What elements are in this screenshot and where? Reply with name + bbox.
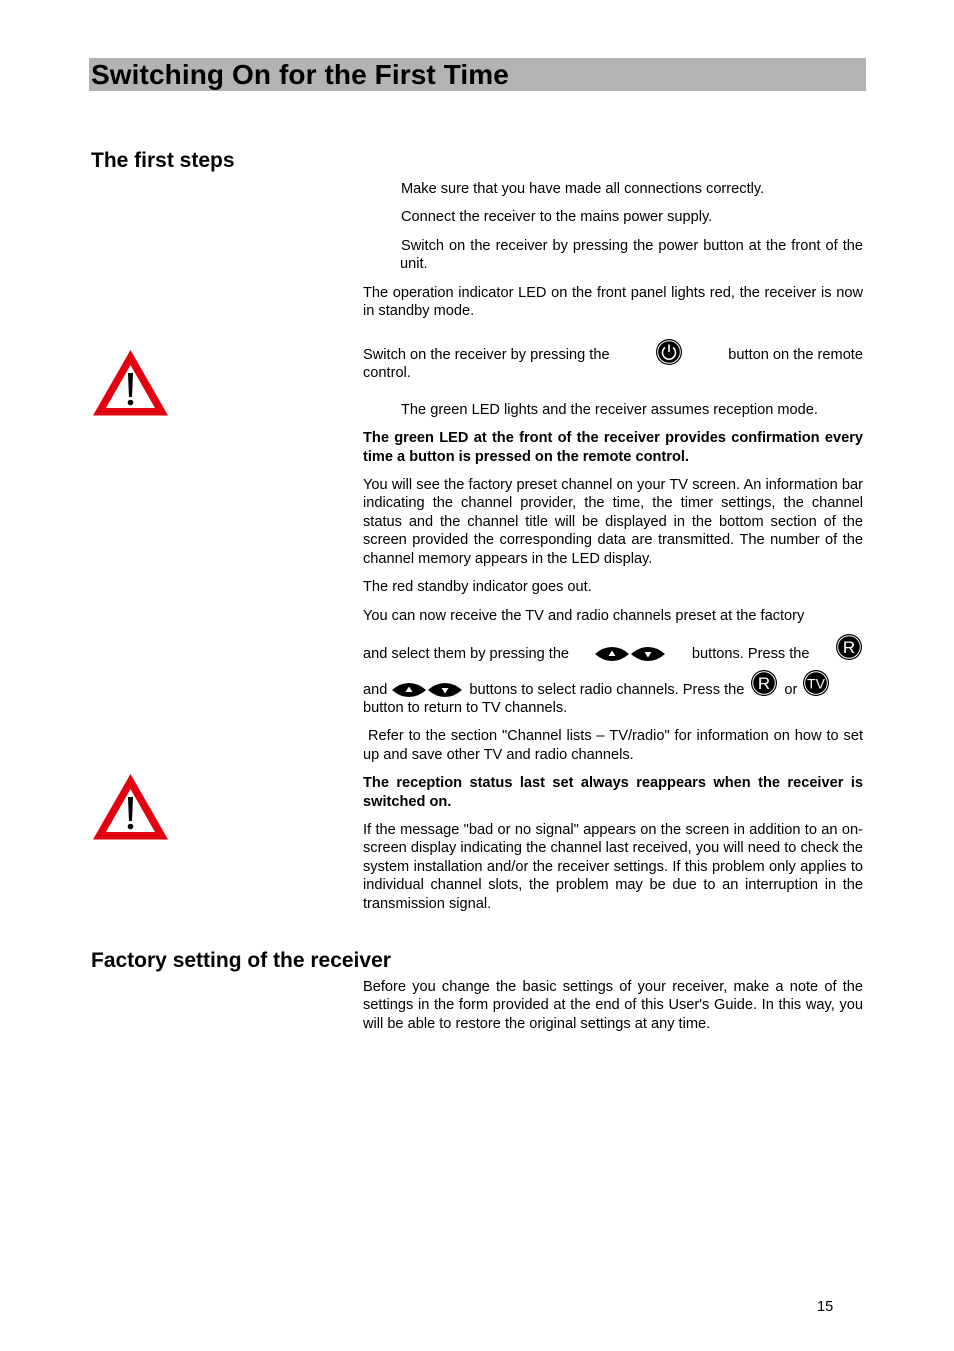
step-2: Connect the receiver to the mains power supply.	[401, 209, 713, 226]
page-title: Switching On for the First Time	[91, 59, 509, 90]
receive-text-3b: buttons to select radio channels. Press the	[469, 681, 745, 698]
remote-text-c: control.	[363, 365, 411, 382]
section-body-factory-setting	[363, 978, 863, 1033]
receive-text-2b: buttons. Press the	[691, 645, 810, 662]
refer-text: Refer to the section "Channel lists – TV/radio" for information on how to set up and save other TV and radio channels.	[363, 728, 863, 763]
receive-line-4: button to return to TV channels.	[363, 699, 568, 716]
paragraph-red-standby: The red standby indicator goes out.	[363, 579, 592, 596]
paragraph-receive	[363, 607, 863, 718]
note-green-led: The green LED at the front of the receiver provides confirmation every time a button is pressed on the remote control.	[363, 430, 863, 465]
paragraph-green-led: The green LED lights and the receiver assumes reception mode.	[401, 401, 818, 418]
receive-line-3	[363, 669, 863, 699]
tv-button-label: TV	[807, 675, 826, 692]
paragraph-factory-preset: You will see the factory preset channel on your TV screen. An information bar indicating the channel provider, the time, the timer settings, the channel status and the channel title will be displayed in the bottom section of the screen provided the corresponding data are transmitted. The number of the channel memory appears in the LED display.	[363, 477, 863, 567]
section-body-first-steps	[363, 180, 863, 913]
step-3-text: Switch on the receiver by pressing the power button at the front of the unit.	[400, 237, 863, 273]
paragraph-factory-setting: Before you change the basic settings of your receiver, make a note of the settings in the form provided at the end of this User's Guide. In this way, you will be able to restore the original settings at any time.	[363, 979, 863, 1032]
step-3	[363, 237, 863, 274]
warning-icon	[91, 348, 170, 418]
radio-button-label: R	[758, 673, 771, 693]
section-heading-factory-setting: Factory setting of the receiver	[91, 949, 391, 972]
receive-text-2a: and select them by pressing the	[363, 645, 570, 662]
remote-text-b: button on the remote	[728, 347, 863, 364]
page-number: 15	[817, 1299, 834, 1315]
channel-up-down-buttons-icon	[594, 646, 666, 662]
tv-button-icon	[802, 669, 830, 697]
note-reception-status: The reception status last set always reappears when the receiver is switched on.	[363, 775, 863, 810]
remote-text-a: Switch on the receiver by pressing the	[363, 347, 610, 364]
section-heading-first-steps: The first steps	[91, 149, 235, 172]
receive-text-3a: and	[363, 681, 388, 698]
warning-icon	[91, 772, 170, 842]
radio-button-icon	[835, 633, 863, 661]
receive-line-1: You can now receive the TV and radio channels preset at the factory	[363, 607, 805, 624]
paragraph-bad-signal: If the message "bad or no signal" appears on the screen in addition to an on-screen display indicating the channel last received, you will need to check the system installation and/or the receiver settings. If this problem only applies to individual channel slots, the problem may be due to an interruption in the transmission signal.	[363, 821, 863, 912]
step-1: Make sure that you have made all connections correctly.	[401, 181, 765, 197]
power-button-icon	[655, 338, 683, 366]
paragraph-remote	[363, 338, 863, 382]
paragraph-refer	[363, 727, 863, 764]
paragraph-standby: The operation indicator LED on the front panel lights red, the receiver is now in standby mode.	[363, 284, 863, 320]
receive-line-2	[363, 633, 863, 663]
receive-text-3c: or	[784, 681, 798, 698]
title-bar	[89, 58, 866, 91]
radio-button-label: R	[842, 637, 856, 657]
radio-button-icon	[750, 669, 778, 697]
channel-up-down-buttons-icon	[391, 682, 463, 698]
remote-line-1	[363, 338, 863, 364]
